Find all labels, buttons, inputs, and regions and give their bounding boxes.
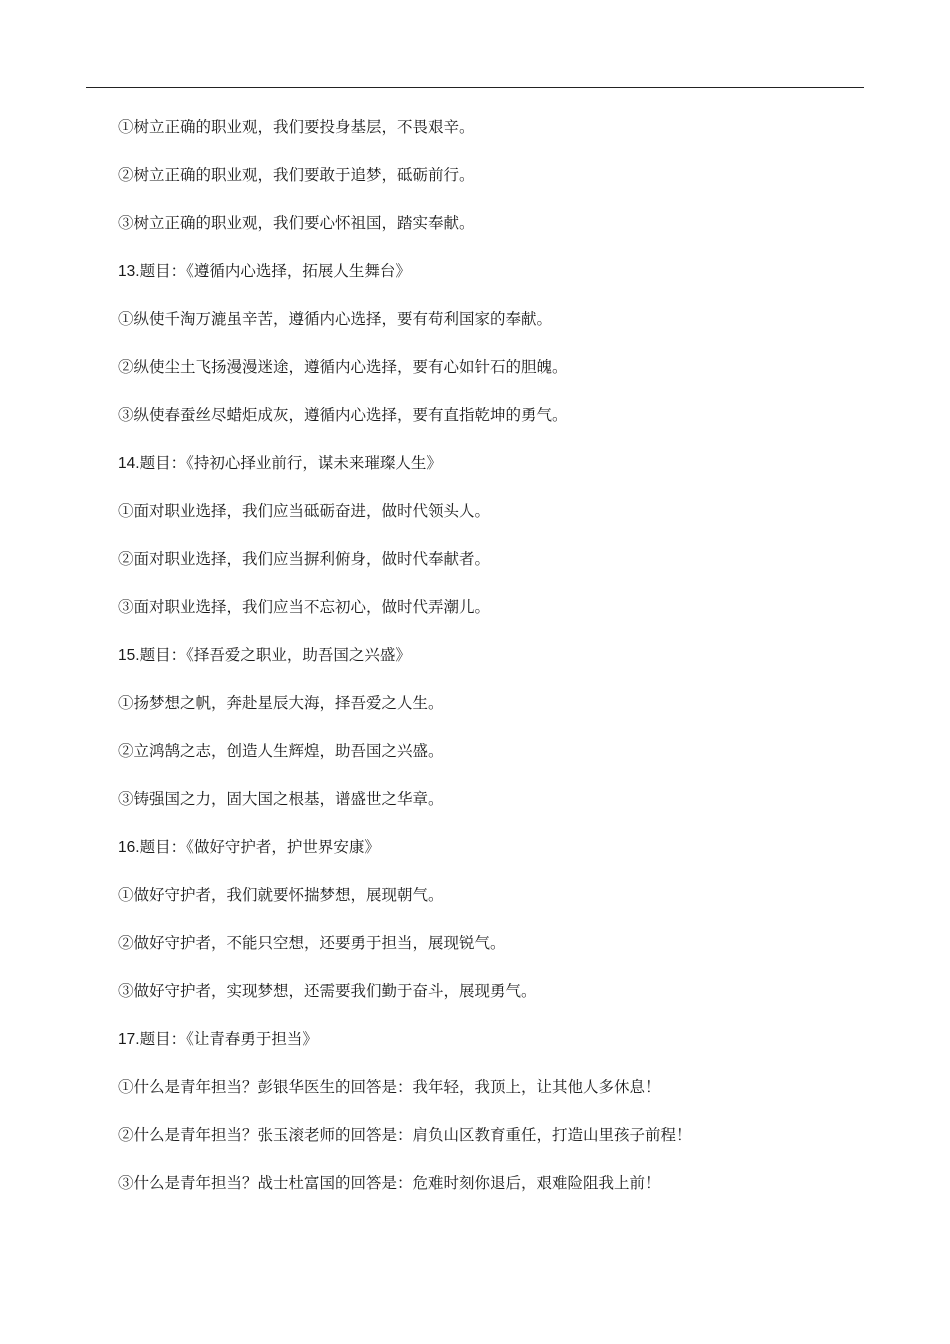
list-item: ①纵使千淘万漉虽辛苦，遵循内心选择，要有苟利国家的奉献。 [118, 310, 553, 328]
topic-title: 题目：《持初心择业前行，谋未来璀璨人生》 [139, 454, 442, 472]
topic-heading-17 [118, 1026, 848, 1074]
list-item: ②做好守护者，不能只空想，还要勇于担当，展现锐气。 [118, 934, 506, 952]
topic-number: 13. [118, 263, 140, 280]
list-item: ①面对职业选择，我们应当砥砺奋进，做时代领头人。 [118, 502, 491, 520]
list-item: ③做好守护者，实现梦想，还需要我们勤于奋斗，展现勇气。 [118, 982, 537, 1000]
topic-heading-14 [118, 450, 848, 498]
list-item: ①树立正确的职业观，我们要投身基层，不畏艰辛。 [118, 118, 475, 136]
list-item: ②树立正确的职业观，我们要敢于追梦，砥砺前行。 [118, 166, 475, 184]
topic-number: 17. [118, 1031, 140, 1048]
list-item: ③什么是青年担当？战士杜富国的回答是：危难时刻你退后，艰难险阻我上前！ [118, 1174, 661, 1192]
list-item: ③树立正确的职业观，我们要心怀祖国，踏实奉献。 [118, 214, 475, 232]
topic-heading-16 [118, 834, 848, 882]
topic-title: 题目：《择吾爱之职业，助吾国之兴盛》 [139, 646, 411, 664]
list-item: ①扬梦想之帆，奔赴星辰大海，择吾爱之人生。 [118, 694, 444, 712]
topic-title: 题目：《做好守护者，护世界安康》 [139, 838, 380, 856]
document-body [118, 114, 848, 1218]
header-rule [86, 87, 864, 88]
list-item: ②面对职业选择，我们应当摒利俯身，做时代奉献者。 [118, 550, 491, 568]
topic-title: 题目：《让青春勇于担当》 [139, 1030, 318, 1048]
topic-number: 14. [118, 455, 140, 472]
topic-number: 15. [118, 647, 140, 664]
topic-heading-13 [118, 258, 848, 306]
topic-heading-15 [118, 642, 848, 690]
list-item: ①做好守护者，我们就要怀揣梦想，展现朝气。 [118, 886, 444, 904]
list-item: ①什么是青年担当？彭银华医生的回答是：我年轻，我顶上，让其他人多休息！ [118, 1078, 661, 1096]
list-item: ②纵使尘土飞扬漫漫迷途，遵循内心选择，要有心如针石的胆魄。 [118, 358, 568, 376]
list-item: ③铸强国之力，固大国之根基，谱盛世之华章。 [118, 790, 444, 808]
list-item: ③面对职业选择，我们应当不忘初心，做时代弄潮儿。 [118, 598, 491, 616]
list-item: ③纵使春蚕丝尽蜡炬成灰，遵循内心选择，要有直指乾坤的勇气。 [118, 406, 568, 424]
topic-number: 16. [118, 839, 140, 856]
list-item: ②立鸿鹄之志，创造人生辉煌，助吾国之兴盛。 [118, 742, 444, 760]
topic-title: 题目：《遵循内心选择，拓展人生舞台》 [139, 262, 411, 280]
list-item: ②什么是青年担当？张玉滚老师的回答是：肩负山区教育重任，打造山里孩子前程！ [118, 1126, 692, 1144]
